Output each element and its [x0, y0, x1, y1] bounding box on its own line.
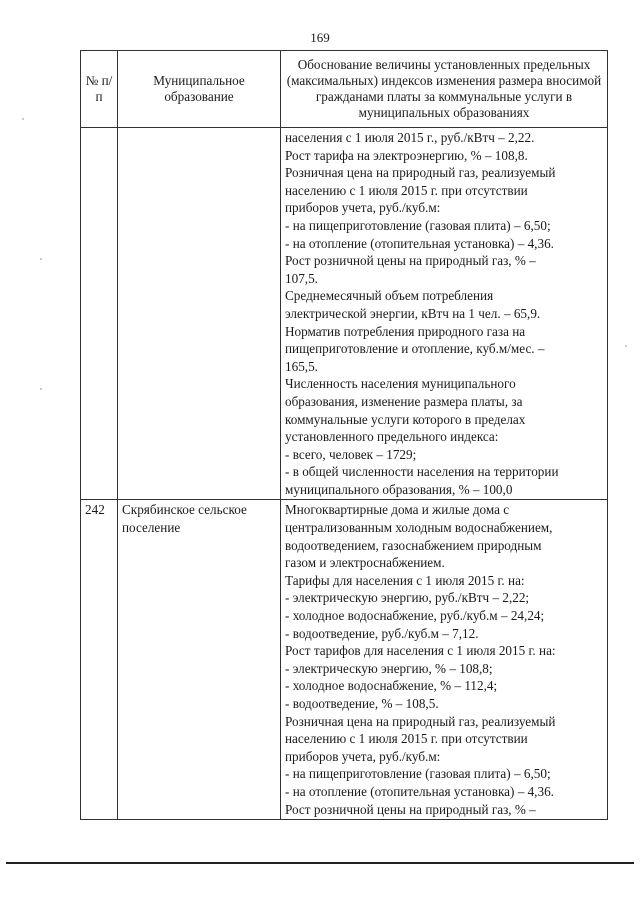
text-line: 107,5.: [285, 270, 318, 286]
text-line: - холодное водоснабжение, руб./куб.м – 24,24;: [285, 608, 545, 624]
text-line: населению с 1 июля 2015 г. при отсутствии: [285, 731, 528, 747]
text-line: - электрическую энергию, % – 108,8;: [285, 660, 493, 676]
text-line: - водоотведение, % – 108,5.: [285, 696, 439, 711]
text-line: Розничная цена на природный газ, реализуемый: [285, 713, 556, 729]
text-line: установленного предельного индекса:: [285, 429, 499, 445]
text-line: - на отопление (отопительная установка) – 4,36.: [285, 783, 554, 799]
text-line: - на пищеприготовление (газовая плита) – 6,50;: [285, 217, 551, 233]
text-line: Розничная цена на природный газ, реализуемый: [285, 165, 556, 181]
table-row: [81, 128, 608, 500]
text-line: - на пищеприготовление (газовая плита) – 6,50;: [285, 766, 551, 782]
text-line: образования, изменение размера платы, за: [285, 393, 523, 409]
text-line: Среднемесячный объем потребления: [285, 288, 494, 304]
text-line: коммунальные услуги которого в пределах: [285, 411, 526, 427]
text-line: - холодное водоснабжение, % – 112,4;: [285, 678, 498, 694]
row-justification-cell: [281, 500, 608, 820]
text-line: Численность населения муниципального: [285, 376, 516, 392]
text-line: электрической энергии, кВтч на 1 чел. – 65,9.: [285, 305, 541, 321]
text-line: - на отопление (отопительная установка) – 4,36.: [285, 235, 554, 251]
row-municipality-cell: Скрябинское сельское поселение: [118, 500, 281, 820]
header-municipality: Муниципальное образование: [118, 51, 281, 128]
text-line: 165,5.: [285, 358, 318, 374]
row-justification-cell: [281, 128, 608, 500]
text-line: населению с 1 июля 2015 г. при отсутствии: [285, 182, 528, 198]
text-line: газом и электроснабжением.: [285, 555, 445, 571]
table-row: [81, 500, 608, 820]
text-line: Рост тарифа на электроэнергию, % – 108,8.: [285, 147, 528, 163]
text-line: централизованным холодным водоснабжением,: [285, 520, 553, 536]
scan-speck: [40, 258, 42, 260]
bottom-rule: [6, 862, 634, 864]
header-number: № п/п: [81, 51, 118, 128]
text-line: приборов учета, руб./куб.м:: [285, 748, 441, 764]
tariff-table: [80, 50, 608, 820]
scan-speck: [40, 388, 42, 390]
row-municipality-cell: [118, 128, 281, 500]
text-line: Рост розничной цены на природный газ, % –: [285, 253, 536, 269]
page-number: 169: [310, 30, 330, 45]
table-header-row: [81, 51, 608, 128]
text-line: Рост розничной цены на природный газ, % –: [285, 801, 536, 817]
text-line: Норматив потребления природного газа на: [285, 323, 526, 339]
text-line: - электрическую энергию, руб./кВтч – 2,22;: [285, 590, 530, 606]
scan-speck: [625, 345, 627, 347]
text-line: Многоквартирные дома и жилые дома с: [285, 502, 510, 518]
header-justification: Обоснование величины установленных предельных (максимальных) индексов изменения размера вносимой гражданами платы за коммунальные услуги в муниципальных образованиях: [281, 51, 608, 128]
text-line: Рост тарифов для населения с 1 июля 2015 г. на:: [285, 643, 556, 659]
text-line: приборов учета, руб./куб.м:: [285, 200, 441, 216]
text-line: пищеприготовление и отопление, куб.м/мес. –: [285, 341, 545, 357]
text-line: - в общей численности населения на территории: [285, 464, 559, 480]
text-line: Тарифы для населения с 1 июля 2015 г. на:: [285, 572, 525, 588]
text-line: - водоотведение, руб./куб.м – 7,12.: [285, 625, 479, 641]
row-number-cell: 242: [81, 500, 118, 820]
row-number-cell: [81, 128, 118, 500]
text-line: - всего, человек – 1729;: [285, 446, 417, 462]
text-line: населения с 1 июля 2015 г., руб./кВтч – 2,22.: [285, 130, 535, 145]
scan-speck: [22, 118, 24, 120]
text-line: муниципального образования, % – 100,0: [285, 481, 513, 497]
text-line: водоотведением, газоснабжением природным: [285, 537, 542, 553]
